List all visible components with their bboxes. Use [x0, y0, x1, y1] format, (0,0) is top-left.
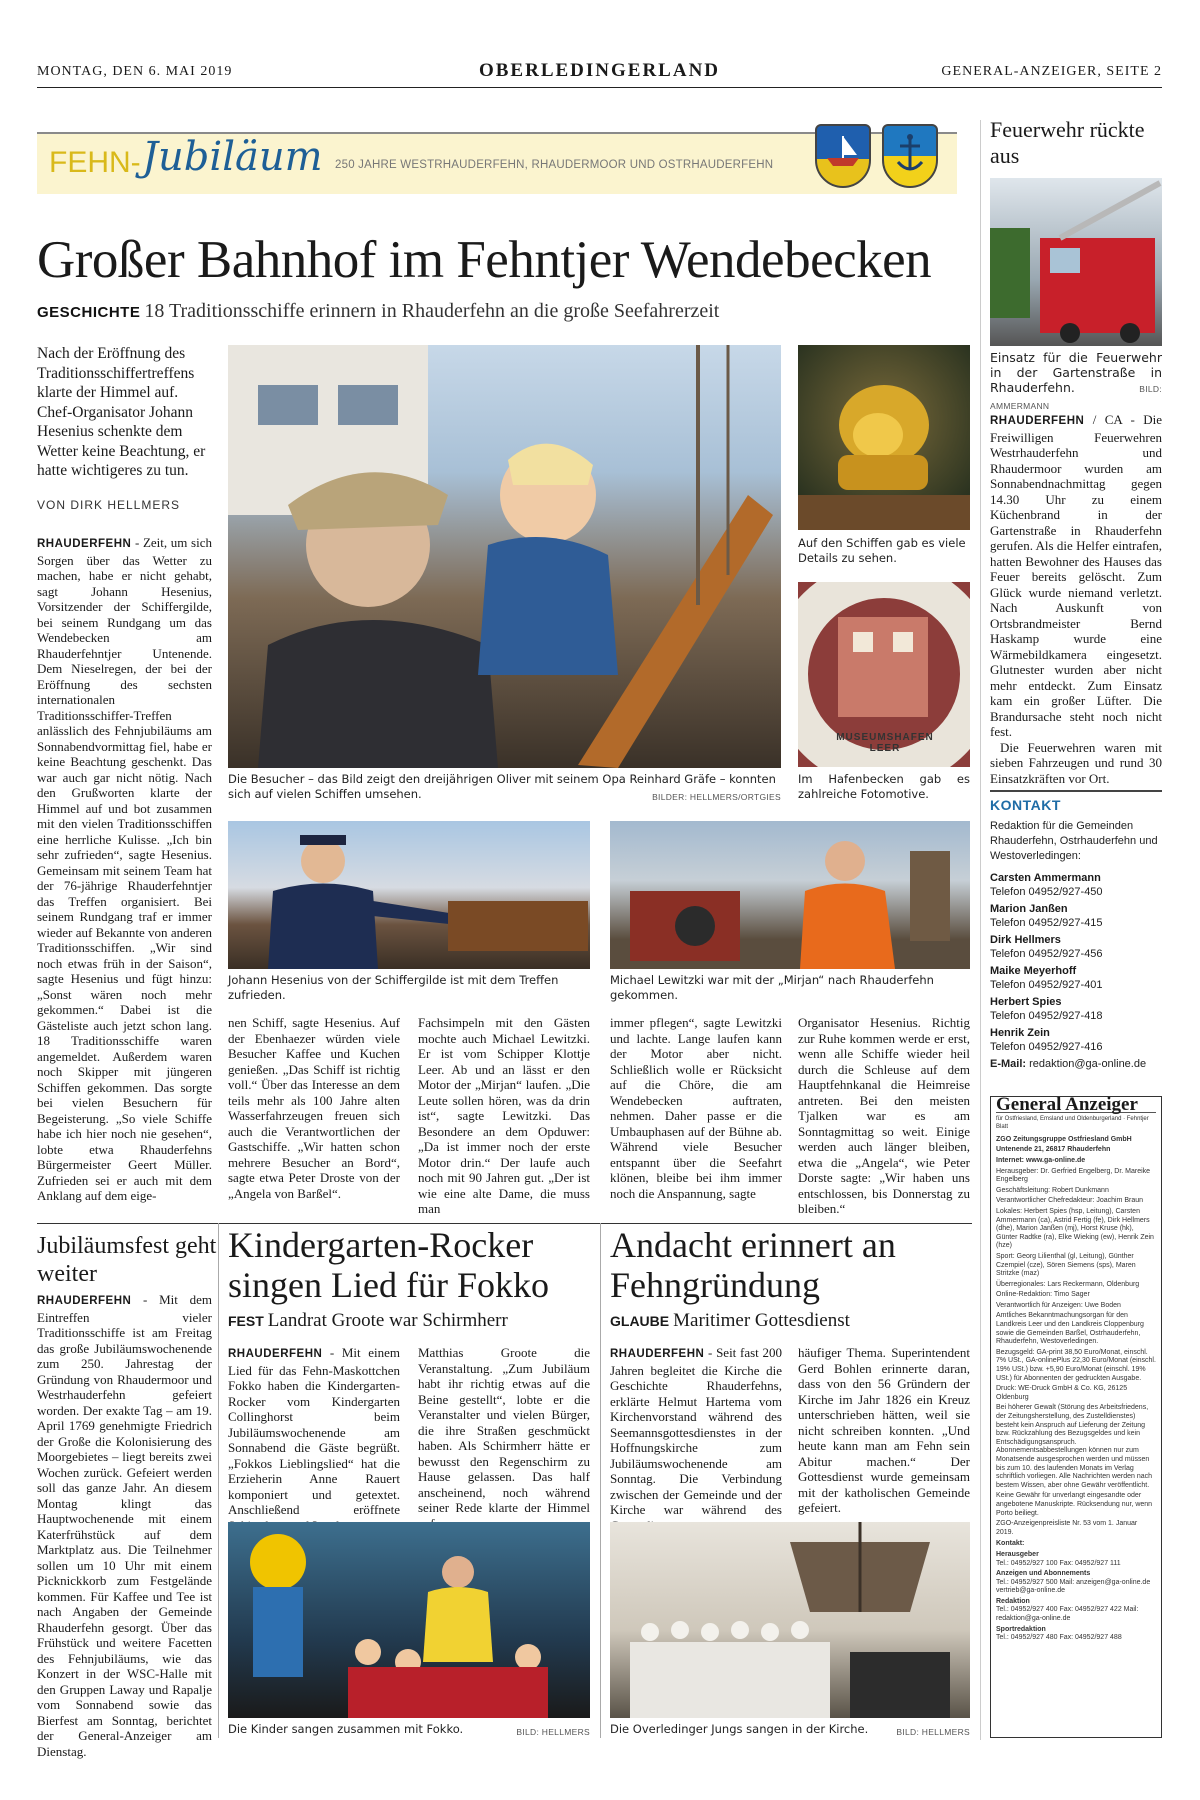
- newspaper-logo: General Anzeiger: [996, 1101, 1156, 1113]
- banner-subtitle: 250 JAHRE WESTRHAUDERFEHN, RHAUDERMOOR UND OSTRHAUDERFEHN: [335, 159, 774, 171]
- main-article-column-1: [37, 535, 212, 1215]
- impressum-line: Druck: WE-Druck GmbH & Co. KG, 26125 Oldenburg: [996, 1385, 1128, 1401]
- section-divider: [37, 1223, 972, 1224]
- andacht-column-1: [610, 1345, 782, 1533]
- banner-jubilaeum: Jubiläum: [142, 134, 323, 180]
- jubi-text: - Mit dem Eintreffen vieler Traditionsschiffe ist am Freitag das große Jubiläumswochenende zum 250. Jahrestag der Gründung von Rhaudermoor und Westrhauderfehn gefeiert worden. Der exakte Tag – am 19. April 1769 genehmigte Friedrich der Große die Kolonisierung des Moorgebietes – liegt bereits zwei Wochen zurück. Gefeiert werden soll das ganze Jahr. An diesem Montag klingt das Hauptwochenende mit einem Katerfrühstück auf dem Marktplatz aus. Die Teilnehmer sollen um 10 Uhr mit einem Picknickkorb zum Festgelände kommen. Für Kaffee und Tee ist nach Angaben der Gemeinde Rhauderfehn gesorgt. Über das Frühstück und weitere Facetten des Fehnjubiläums, wie das Konzert in der WSC-Halle mit den Gruppen Laway und Rapalje vom Sonnabend sowie das Bierfest am Sonntag, berichtet der General-Anzeiger am Dienstag.: [37, 1292, 212, 1759]
- impressum-contact-head: Sportredaktion: [996, 1625, 1046, 1633]
- person-phone[interactable]: Telefon 04952/927-418: [990, 1010, 1103, 1022]
- photo-choir-church: [610, 1522, 970, 1718]
- banner-fehn: FEHN-: [49, 146, 141, 179]
- person-phone[interactable]: Telefon 04952/927-415: [990, 917, 1103, 929]
- impressum-line: Bei höherer Gewalt (Störung des Arbeitsfriedens, der Zeitungsherstellung, des Zustelldienstes) besteht kein Anspruch auf Lieferung der Zeitung bzw. Rückzahlung des Bezugsgeldes und kein Entschädigungsanspruch. Abonnementsabbestellungen können nur zum Monatsende ausgesprochen werden und müssen bis zum 10. des laufenden Monats im Verlag schriftlich vorliegen. Alle Nachrichten werden nach bestem Wissen, aber ohne Gewähr veröffentlicht.: [996, 1404, 1153, 1489]
- dateline-place: RHAUDERFEHN: [610, 1348, 705, 1360]
- kontakt-person: [990, 1026, 1162, 1055]
- caption-text: Die Kinder sangen zusammen mit Fokko.: [228, 1722, 464, 1736]
- lion-caption: Auf den Schiffen gab es viele Details zu sehen.: [798, 536, 966, 565]
- impressum-box: [990, 1096, 1162, 1738]
- caption-text: Die Overledinger Jungs sangen in der Kirche.: [610, 1722, 869, 1736]
- caption-text: Einsatz für die Feuerwehr in der Gartenstraße in Rhauderfehn.: [990, 350, 1162, 395]
- kinder-headline: Kindergarten-Rocker singen Lied für Fokko: [228, 1225, 549, 1305]
- impressum-line: ZGO-Anzeigenpreisliste Nr. 53 vom 1. Januar 2019.: [996, 1520, 1138, 1536]
- dateline-place: RHAUDERFEHN: [228, 1348, 323, 1360]
- kontakt-person: [990, 964, 1162, 993]
- impressum-line[interactable]: Internet: www.ga-online.de: [996, 1156, 1086, 1164]
- impressum-line: Untenende 21, 26817 Rhauderfehn: [996, 1146, 1111, 1154]
- fire-article: [990, 412, 1162, 786]
- impressum-contact-head: Redaktion: [996, 1597, 1030, 1605]
- person-name: Carsten Ammermann: [990, 872, 1101, 884]
- section-title: OBERLEDINGERLAND: [478, 60, 721, 81]
- impressum-contact-head: Anzeigen und Abonnements: [996, 1570, 1091, 1578]
- person-name: Herbert Spies: [990, 996, 1062, 1008]
- dateline-place: RHAUDERFEHN: [37, 538, 132, 550]
- impressum-contact-text: Tel.: 04952/927 500 Mail: anzeigen@ga-online.de vertrieb@ga-online.de: [996, 1578, 1151, 1595]
- kinder-subhead: [228, 1310, 598, 1332]
- kontakt-person: [990, 871, 1162, 900]
- main-headline: Großer Bahnhof im Fehntjer Wendebecken: [37, 231, 932, 289]
- photo-credit: BILD: HELLMERS: [516, 1727, 590, 1737]
- lifebuoy-text: MUSEUMSHAFEN LEER: [836, 732, 934, 754]
- sidebar-divider: [980, 120, 981, 1740]
- fire-text: / CA - Die Freiwilligen Feuerwehren Westrhauderfehn und Rhaudermoor wurden am Sonnabendnachmittag gegen 14.30 Uhr zu einem Küchenbrand in der Gartenstraße in Rhauderfehn gerufen. Als die Helfer eintrafen, hatten Bewohner des Hauses das Feuer bereits gelöscht. Zum Glück wurde niemand verletzt. Nach Auskunft von Ortsbrandmeister Bernd Haskamp wurde eine Wärmebildkamera eingesetzt. Glutnester wurden aber nicht mehr entdeckt. Zum Einsatz kam ein großer Lüfter. Die Brandursache steht noch nicht fest.: [990, 412, 1162, 739]
- date-line: MONTAG, DEN 6. MAI 2019: [37, 64, 233, 79]
- andacht-caption: [610, 1722, 970, 1740]
- kontakt-person: [990, 902, 1162, 931]
- person-name: Maike Meyerhoff: [990, 965, 1077, 977]
- kontakt-people: [990, 871, 1162, 1055]
- impressum-contact-title: Kontakt:: [996, 1540, 1025, 1548]
- person-phone[interactable]: Telefon 04952/927-416: [990, 1041, 1103, 1053]
- jubi-article: [37, 1292, 212, 1759]
- photo-johann-hesenius: [228, 821, 590, 969]
- subhead-text: Maritimer Gottesdienst: [673, 1310, 850, 1331]
- photo-credit: BILD: AMMERMANN: [990, 384, 1162, 411]
- subhead-text: Landrat Groote war Schirmherr: [267, 1310, 508, 1331]
- email-link[interactable]: redaktion@ga-online.de: [1029, 1058, 1147, 1070]
- impressum-line: Sport: Georg Lilienthal (gl, Leitung), Günther Czempiel (cze), Sören Siemens (sps), Maren Stritzke (maz): [996, 1252, 1136, 1278]
- person-name: Marion Janßen: [990, 903, 1068, 915]
- kontakt-email-row: [990, 1057, 1162, 1072]
- jubi-headline: Jubiläumsfest geht weiter: [37, 1233, 217, 1287]
- impressum-line: Amtliches Bekanntmachungsorgan für den Landkreis Leer und den Landkreis Cloppenburg sowie die Gemeinden Barßel, Ostrhauderfehn, Rhauderfehn, Westoverledingen.: [996, 1312, 1144, 1346]
- impressum-line: Überregionales: Lars Reckermann, Oldenburg: [996, 1280, 1140, 1288]
- main-article-column-5: Organisator Hesenius. Richtig zur Ruhe kommen werde er erst, wenn alle Schiffe wieder heil durch die Schleuse auf dem Hauptfehnkanal die Heimreise antreten. Bei den meisten Tjalken war es am Sonntagmittag so weit. Einige werden auch länger bleiben, etwa die „Angela“, wie Peter Dorste sagte: „Wir haben uns entschlossen, bis Donnerstag zu bleiben.“: [798, 1015, 970, 1216]
- person-phone[interactable]: Telefon 04952/927-456: [990, 948, 1103, 960]
- dateline-place: RHAUDERFEHN: [990, 415, 1085, 427]
- impressum-line: Bezugsgeld: GA-print 38,50 Euro/Monat, einschl. 7% USt., GA-onlinePlus 22,30 Euro/Monat (einschl. 19% USt.) bzw. +5,90 Euro/Monat (einschl. 19% USt.) für Abonnenten der gedruckten Ausgabe.: [996, 1348, 1156, 1382]
- impressum-line: Online-Redaktion: Timo Sager: [996, 1291, 1090, 1299]
- impressum-line: Herausgeber: Dr. Gerfried Engelberg, Dr. Mareike Engelberg: [996, 1167, 1151, 1184]
- impressum-line: Verantwortlicher Chefredakteur: Joachim Braun: [996, 1197, 1144, 1205]
- photo-credit: BILDER: HELLMERS/ORTGIES: [652, 792, 781, 802]
- andacht-text-1: - Seit fast 200 Jahren begleitet die Kirche die Geschichte Rhauderfehns, erklärte Helmut Hartema vom Kirchenvorstand während des Seemannsgottesdienstes in der Hoffnungskirche zum Jubiläumswochenende am Sonntag. Die Verbindung zwischen der Gemeinde und der Kirche war während des: [610, 1345, 782, 1517]
- kicker-text: 18 Traditionsschiffe erinnern in Rhauderfehn an die große Seefahrerzeit: [144, 300, 720, 322]
- subhead-label: FEST: [228, 1313, 264, 1329]
- sidebar-headline: Feuerwehr rückte aus: [990, 117, 1145, 168]
- photo-children-singing: [228, 1522, 590, 1718]
- main-article-column-4: immer pflegen“, sagte Lewitzki und lachte. Lange laufen kann der Motor aber nicht. Schließlich wolle er Rücksicht auf die Chöre, die am Wendebecken auftraten, nehmen. Daher passe er die Umbauphasen auf der Bühne ab. Während viele Besucher entspannt über die Seefahrt klönen, bleibe bei ihm immer noch die Anspannung, sagte: [610, 1015, 782, 1201]
- column-divider: [218, 1223, 219, 1738]
- photo-golden-lion: [798, 345, 970, 530]
- coat-of-arms-ship-icon: [815, 124, 871, 188]
- main-photo-caption: [228, 772, 781, 805]
- logo-tagline: für Ostfriesland, Emsland und Oldenburgerland · Fehntjer Blatt: [996, 1115, 1149, 1131]
- hesenius-caption: Johann Hesenius von der Schiffergilde ist mit dem Treffen zufrieden.: [228, 973, 559, 1002]
- coat-of-arms-anchor-icon: [882, 124, 938, 188]
- impressum-contact-text: Tel.: 04952/927 480 Fax: 04952/927 488: [996, 1634, 1122, 1642]
- impressum-contact-head: Herausgeber: [996, 1550, 1039, 1558]
- column-divider: [600, 1223, 601, 1738]
- kontakt-intro: Redaktion für die Gemeinden Rhauderfehn, Ostrhauderfehn und Westoverledingen:: [990, 820, 1158, 862]
- person-phone[interactable]: Telefon 04952/927-450: [990, 886, 1103, 898]
- kontakt-person: [990, 933, 1162, 962]
- photo-michael-lewitzki: [610, 821, 970, 969]
- impressum-line: Lokales: Herbert Spies (hsp, Leitung), Carsten Ammermann (ca), Astrid Fertig (fe), Dirk Hellmers (dhe), Marion Janßen (mj), Horst Kruse (hk), Günter Radtke (ra), Elke Wieking (ew), Henrik Zein (hze): [996, 1207, 1154, 1250]
- page-info: GENERAL-ANZEIGER, SEITE 2: [941, 64, 1162, 79]
- impressum-line: Keine Gewähr für unverlangt eingesandte oder angebotene Manuskripte. Rücksendung nur, wenn Porto beiliegt.: [996, 1492, 1153, 1517]
- dateline-place: RHAUDERFEHN: [37, 1295, 132, 1307]
- andacht-column-2: häufiger Thema. Superintendent Gerd Bohlen erinnerte daran, dass von den 56 Gründern der Kirche im Jahr 1826 ein Kreuz unterschrieben hätten, weil sie nicht schreiben konnten. „Und heute kann man am Fehn sein Abitur machen.“ Der Gottesdienst wurde gemeinsam mit der katholischen Gemeinde gefeiert.: [798, 1345, 970, 1515]
- lewitzki-caption: Michael Lewitzki war mit der „Mirjan“ nach Rhauderfehn gekommen.: [610, 973, 934, 1002]
- kinder-column-1: [228, 1345, 400, 1533]
- kontakt-person: [990, 995, 1162, 1024]
- kinder-text-1: - Mit einem Lied für das Fehn-Maskottchen Fokko haben die Kindergarten-Rocker vom Kindergarten Collinghorst beim Jubiläumswochenende am Sonnabend die Gäste begrüßt. „Fokkos Lieblingslied“ hat die Erzieherin Anne Rauert komponiert und getextet. Anschließend eröffnete: [228, 1345, 400, 1517]
- column-text: - Zeit, um sich Sorgen über das Wetter zu machen, habe er nicht gehabt, sagt Johann Hesenius, Vorsitzender der Schiffergilde, bei seinem Rundgang um das Wendebecken am Rhauderfehntjer Untenende. Dem Nieselregen, der bei der Eröffnung des sechsten internationalen Traditionsschiffer-Treffen anlässlich des Fehnjubiläums am Sonnabendvormittag fiel, habe er keine Beachtung geschenkt. Das war auch gar nicht nötig. Nach den Grußworten klarte der Himmel auf und bot zusammen mit den vielen Traditionsschiffen eine herrliche Kulisse. „Ich bin sehr zufrieden“, sagte Hesenius. Gemeinsam mit seinem Team hat der 76-jährige Rhauderfehntjer das Treffen organisiert. Bei seinem Rundgang traf er immer wieder auf Bekannte von anderen Traditionsschiffen. „Wir sind noch etwas früh in der Saison“, sagte Hesenius und fügt hinzu: „Sonst wären noch mehr gekommen.“ Dabei ist die Gästeliste auch jetzt schon lang. 18 Traditionsschiffe waren angemeldet. Außerdem waren noch Skipper mit jüngeren Schiffen gekommen. Das sorgte bei vielen Besuchern für Begeisterung. „So viele Schiffe habe ich hier noch nie gesehen“, lobte etwa Rhauderfehns Bürgermeister Geert Müller. Zufrieden sei er auch mit dem Anklang auf dem eige-: [37, 535, 212, 1203]
- impressum-line: ZGO Zeitungsgruppe Ostfriesland GmbH: [996, 1135, 1132, 1143]
- byline: VON DIRK HELLMERS: [37, 498, 181, 512]
- andacht-headline: Andacht erinnert an Fehngründung: [610, 1225, 896, 1305]
- impressum-line: Verantwortlich für Anzeigen: Uwe Boden: [996, 1301, 1121, 1309]
- masthead: [37, 56, 1162, 88]
- fire-caption: [990, 350, 1162, 414]
- person-name: Dirk Hellmers: [990, 934, 1061, 946]
- photo-credit: BILD: HELLMERS: [896, 1727, 970, 1737]
- caption-text: Die Besucher – das Bild zeigt den dreijährigen Oliver mit seinem Opa Reinhard Gräfe – konnten sich auf vielen Schiffen umsehen.: [228, 772, 776, 801]
- main-photo-grandfather-child: [228, 345, 781, 768]
- kinder-column-2: Matthias Groote die Veranstaltung. „Zum Jubiläum habt ihr richtig etwas auf die Beine gestellt“, lobte er die Veranstalter und vielen Bürger, die ihre Straßen geschmückt haben. Als Schirmherr hätte er bewusst den Regenschirm zu Hause gelassen. Das half anscheinend, noch während seiner Rede klarte der Himmel: [418, 1345, 590, 1515]
- impressum-contact-text: Tel.: 04952/927 400 Fax: 04952/927 422 Mail: redaktion@ga-online.de: [996, 1606, 1139, 1623]
- andacht-subhead: [610, 1310, 975, 1332]
- subhead-label: GLAUBE: [610, 1313, 670, 1329]
- kicker-label: GESCHICHTE: [37, 304, 141, 321]
- fire-text-2: Die Feuerwehren waren mit sieben Fahrzeugen und rund 30 Einsatzkräften vor Ort.: [990, 739, 1162, 786]
- main-article-column-3: Fachsimpeln mit den Gästen mochte auch Michael Lewitzki. Er ist vom Schipper Klottje Leer. Ab und an lässt er den Motor der „Mirjan“ laufen. „Die Leute sollen hören, was da drin ist“, sagte Lewitzki. Das Besondere an dem Opduwer: „Da ist immer noch der erste Motor drin.“ Der laufe auch noch mit 90 Jahren gut. „Der ist wie eine alte Dame, die muss man: [418, 1015, 590, 1216]
- main-article-column-2: nen Schiff, sagte Hesenius. Auf der Ebenhaezer würden viele Besucher Kaffee und Kuchen genießen. „Das Schiff ist richtig voll.“ Über das Interesse an dem teils mehr als 100 Jahre alten Wasserfahrzeugen freuen sich auch die Verantwortlichen der Gastschiffe. „Wir hatten schon mehrere Besucher an Bord“, sagte etwa Peter Droste von der „Angela von Barßel“.: [228, 1015, 400, 1201]
- impressum-contact-text: Tel.: 04952/927 100 Fax: 04952/927 111: [996, 1559, 1121, 1567]
- photo-fire-truck: [990, 178, 1162, 346]
- photo-harbor-lifebuoy: [798, 582, 970, 767]
- kinder-caption: [228, 1722, 590, 1740]
- impressum-line: Geschäftsleitung: Robert Dunkmann: [996, 1186, 1109, 1194]
- kontakt-box: [990, 790, 1162, 1072]
- kontakt-title: KONTAKT: [990, 797, 1061, 813]
- email-label: E-Mail:: [990, 1058, 1027, 1070]
- person-phone[interactable]: Telefon 04952/927-401: [990, 979, 1103, 991]
- person-name: Henrik Zein: [990, 1027, 1050, 1039]
- article-intro: Nach der Eröffnung des Traditionsschiffertreffens klarte der Himmel auf. Chef-Organisator Johann Hesenius schenkte dem Wetter keine Beachtung, er hatte wichtigeres zu tun.: [37, 345, 206, 479]
- harbor-caption: Im Hafenbecken gab es zahlreiche Fotomotive.: [798, 772, 970, 801]
- main-kicker: [37, 300, 957, 323]
